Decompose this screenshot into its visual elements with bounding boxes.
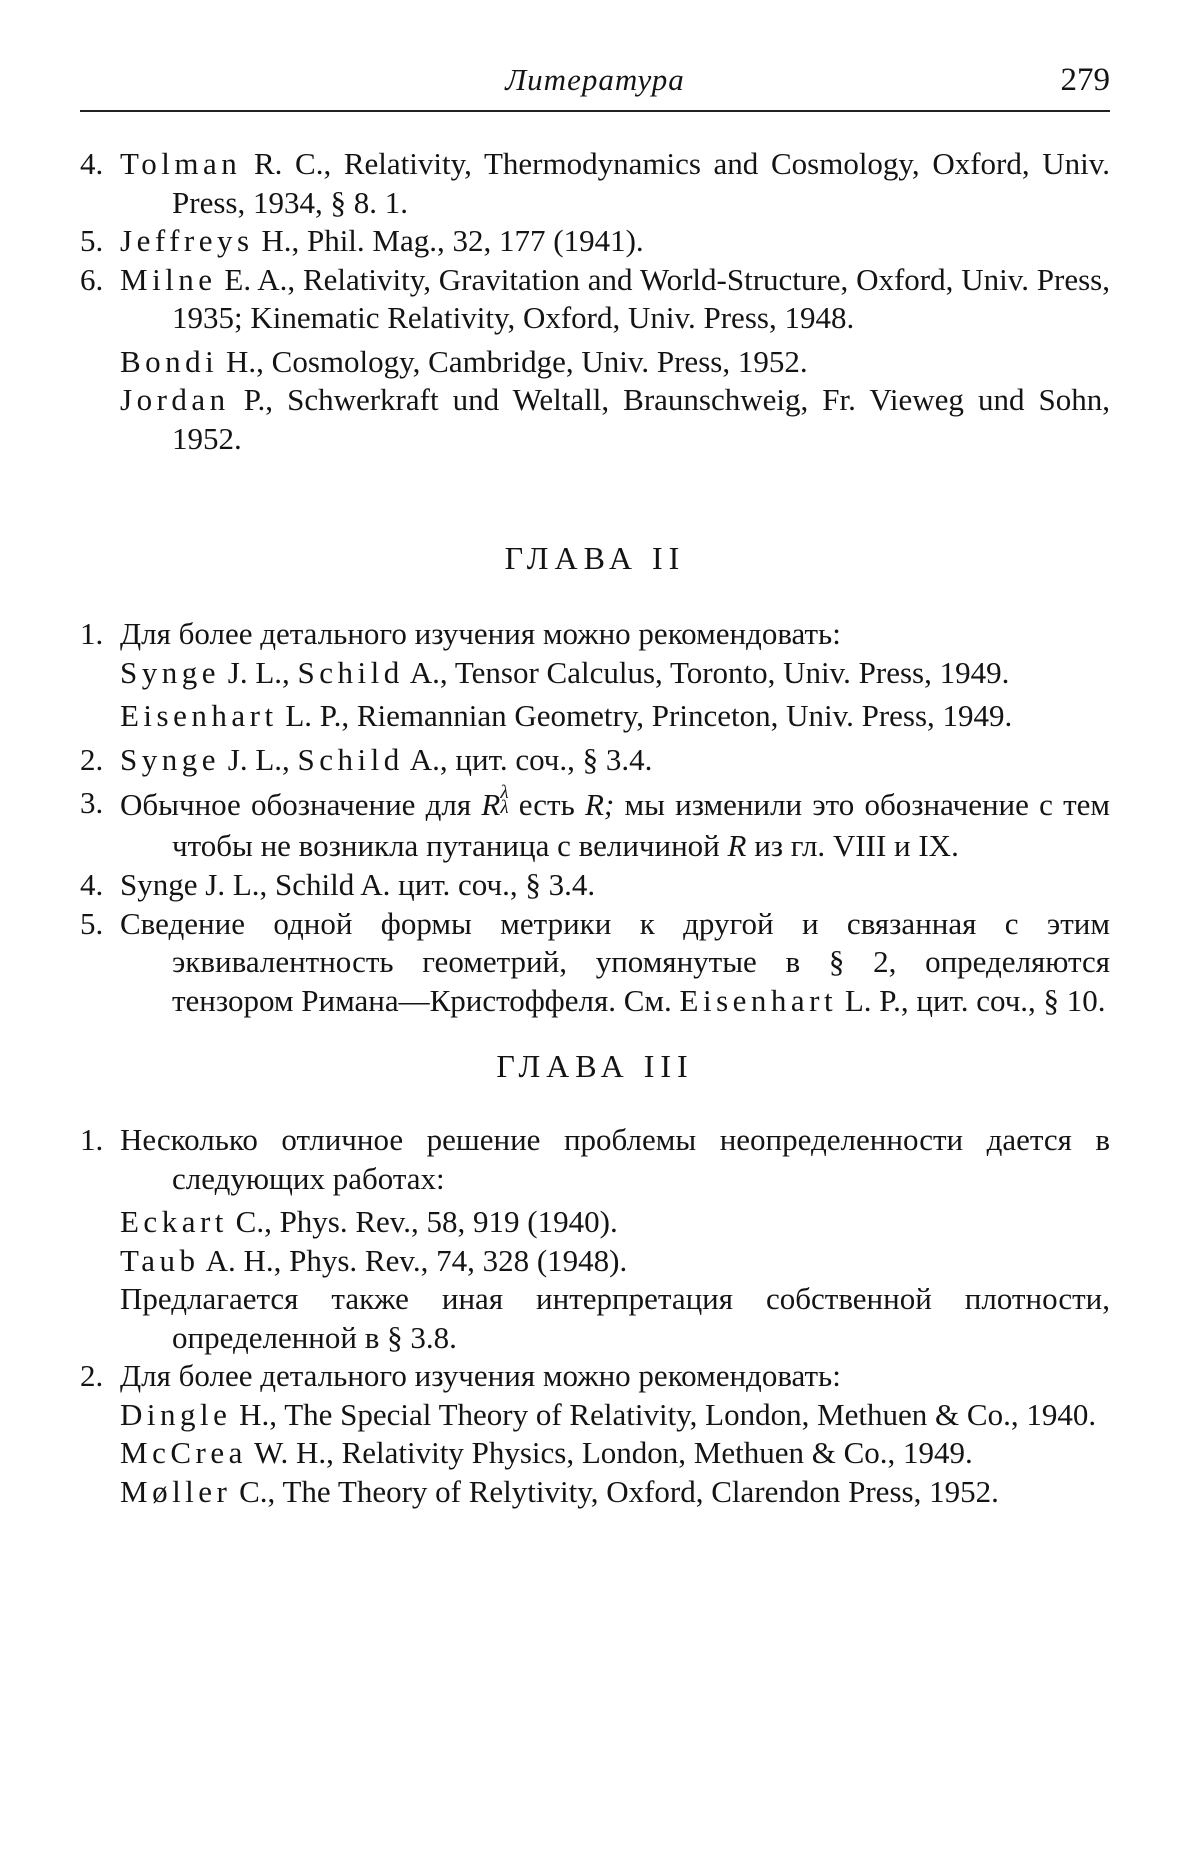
reference-subitem bbox=[80, 1280, 1110, 1357]
reference-subitem bbox=[80, 343, 1110, 382]
chapter-heading: ГЛАВА II bbox=[504, 540, 686, 576]
reference-author: Bondi bbox=[120, 343, 219, 379]
references-list bbox=[80, 145, 1110, 1511]
reference-author: Taub bbox=[120, 1242, 200, 1278]
reference-text: Несколько отличное решение проблемы неопределенности дается в следующих работах: bbox=[120, 1122, 1110, 1196]
reference-author: Schild bbox=[297, 741, 404, 777]
reference-item bbox=[80, 1357, 1110, 1396]
page-header bbox=[80, 62, 1110, 118]
math-symbol: R bbox=[727, 828, 747, 863]
reference-text: H., Phil. Mag., 32, 177 (1941). bbox=[261, 223, 644, 258]
reference-text: H., The Special Theory of Relativity, London, Methuen & Co., 1940. bbox=[239, 1396, 1097, 1432]
reference-item bbox=[80, 784, 1110, 866]
reference-text: A., Tensor Calculus, Toronto, Univ. Press, 1949. bbox=[409, 654, 1010, 690]
reference-subitem bbox=[80, 1434, 1110, 1473]
reference-initials: J. L., bbox=[227, 654, 290, 690]
reference-item bbox=[80, 222, 1110, 261]
reference-text: из гл. VIII и IX. bbox=[754, 828, 959, 863]
reference-subitem bbox=[80, 1473, 1110, 1512]
math-symbol: R bbox=[481, 787, 501, 822]
reference-subitem bbox=[80, 654, 1110, 693]
reference-author: Eisenhart bbox=[120, 698, 278, 733]
reference-text: C., Phys. Rev., 58, 919 (1940). bbox=[235, 1204, 618, 1239]
reference-author: Møller bbox=[120, 1473, 232, 1509]
reference-number: 6. bbox=[80, 261, 104, 297]
reference-number: 5. bbox=[80, 905, 104, 941]
reference-item bbox=[80, 1121, 1110, 1198]
reference-initials: J. L., bbox=[227, 741, 290, 777]
reference-subitem bbox=[80, 1396, 1110, 1435]
page-number: 279 bbox=[1060, 62, 1110, 98]
reference-item bbox=[80, 866, 1110, 905]
reference-item bbox=[80, 905, 1110, 1021]
reference-author: Synge bbox=[120, 654, 220, 690]
reference-text: Предлагается также иная интерпретация собственной плотности, определенной в § 3.8. bbox=[120, 1281, 1110, 1355]
reference-text: мы изменили это обозначение с тем чтобы не возникла путаница с величиной bbox=[172, 787, 1111, 863]
reference-text: R. C., Relativity, Thermodynamics and Cosmology, Oxford, Univ. Press, 1934, § 8. 1. bbox=[172, 146, 1111, 220]
reference-subitem bbox=[80, 1203, 1110, 1242]
reference-text: Для более детального изучения можно рекомендовать: bbox=[120, 616, 841, 651]
reference-number: 1. bbox=[80, 1122, 104, 1157]
reference-number: 5. bbox=[80, 223, 104, 258]
math-symbol: R; bbox=[584, 787, 615, 822]
reference-author: McCrea bbox=[120, 1435, 247, 1470]
reference-number: 4. bbox=[80, 867, 104, 902]
reference-text: Обычное обозначение для bbox=[120, 787, 472, 822]
reference-text: Synge J. L., Schild A. цит. соч., § 3.4. bbox=[120, 867, 596, 902]
reference-item bbox=[80, 261, 1110, 338]
reference-subitem bbox=[80, 697, 1110, 736]
reference-number: 3. bbox=[80, 785, 104, 820]
reference-item bbox=[80, 615, 1110, 654]
reference-text: Для более детального изучения можно рекомендовать: bbox=[120, 1358, 841, 1393]
chapter-heading: ГЛАВА III bbox=[496, 1048, 694, 1084]
reference-text: L. P., цит. соч., § 10. bbox=[844, 982, 1106, 1018]
reference-number: 4. bbox=[80, 146, 104, 181]
math-subscript: λ bbox=[500, 797, 509, 818]
math-superscript: λ bbox=[500, 782, 509, 803]
reference-number: 1. bbox=[80, 616, 104, 651]
reference-author: Dingle bbox=[120, 1396, 232, 1432]
reference-text: L. P., Riemannian Geometry, Princeton, Univ. Press, 1949. bbox=[285, 698, 1013, 733]
reference-number: 2. bbox=[80, 1358, 104, 1393]
reference-author: Jeffreys bbox=[120, 223, 254, 258]
reference-text: C., The Theory of Relytivity, Oxford, Clarendon Press, 1952. bbox=[239, 1473, 999, 1509]
reference-author: Synge bbox=[120, 741, 220, 777]
reference-subitem bbox=[80, 1242, 1110, 1281]
reference-text: E. A., Relativity, Gravitation and World-Structure, Oxford, Univ. Press, 1935; Kinematic Relativity, Oxford, Univ. Press, 1948. bbox=[172, 261, 1110, 335]
reference-number: 2. bbox=[80, 741, 104, 777]
running-title: Литература bbox=[505, 62, 685, 97]
reference-author: Eisenhart bbox=[679, 982, 838, 1018]
reference-author: Jordan bbox=[120, 382, 230, 417]
reference-text: P., Schwerkraft und Weltall, Braunschweig, Fr. Vieweg und Sohn, 1952. bbox=[172, 382, 1111, 456]
reference-subitem bbox=[80, 381, 1110, 458]
reference-text: A., цит. соч., § 3.4. bbox=[409, 741, 653, 777]
reference-author: Schild bbox=[297, 654, 404, 690]
reference-text: есть bbox=[518, 787, 575, 822]
reference-author: Tolman bbox=[120, 146, 242, 181]
reference-text: A. H., Phys. Rev., 74, 328 (1948). bbox=[205, 1242, 628, 1278]
reference-text: W. H., Relativity Physics, London, Methuen & Co., 1949. bbox=[254, 1435, 973, 1470]
reference-item bbox=[80, 145, 1110, 222]
reference-author: Eckart bbox=[120, 1204, 228, 1239]
reference-text: Сведение одной формы метрики к другой и связанная с этим эквивалентность геометрий, упомянутые в § 2, определяются тензором Римана—Кристоффеля. См. bbox=[120, 905, 1110, 1018]
reference-author: Milne bbox=[120, 261, 217, 297]
header-rule bbox=[80, 110, 1110, 112]
reference-item bbox=[80, 741, 1110, 780]
reference-text: H., Cosmology, Cambridge, Univ. Press, 1952. bbox=[226, 343, 808, 379]
